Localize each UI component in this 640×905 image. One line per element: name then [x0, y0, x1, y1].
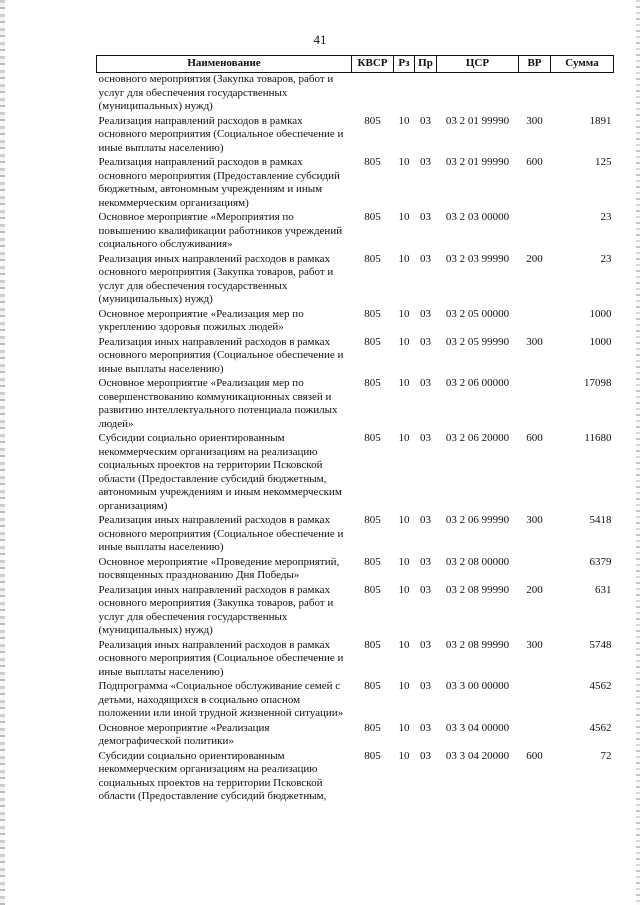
row-sum: 1891 [589, 114, 612, 127]
table-body [97, 73, 614, 805]
scan-edge-left [0, 0, 5, 905]
row-pr: 03 [420, 335, 431, 348]
row-csr: 03 2 08 99990 [445, 583, 510, 596]
row-sum: 4562 [589, 721, 612, 734]
row-rz: 10 [398, 432, 410, 444]
table-row [97, 556, 614, 584]
row-sum: 72 [600, 749, 612, 762]
table-row [97, 73, 614, 115]
row-vr [519, 377, 551, 432]
row-sum: 631 [595, 583, 612, 596]
row-sum: 1000 [589, 307, 612, 320]
table-row [97, 308, 614, 336]
row-sum: 6379 [589, 555, 612, 568]
table-row [97, 253, 614, 308]
row-sum: 11680 [584, 432, 612, 444]
row-kvsr: 805 [364, 377, 381, 389]
scan-edge-right [636, 0, 640, 905]
row-vr [519, 73, 551, 115]
row-rz: 10 [398, 721, 410, 734]
row-vr [519, 308, 551, 336]
row-rz: 10 [398, 638, 410, 651]
row-pr: 03 [420, 680, 431, 692]
row-pr: 03 [420, 514, 431, 526]
table-row [97, 211, 614, 253]
row-csr: 03 3 04 00000 [445, 721, 510, 734]
row-rz: 10 [398, 583, 410, 596]
row-name: Основное мероприятие «Реализация мер по совершенствованию коммуникационных связей и развитию интеллектуального потенциала пожилых людей» [98, 377, 338, 430]
row-kvsr: 805 [364, 156, 381, 168]
row-csr: 03 2 03 00000 [445, 211, 510, 223]
budget-table [96, 55, 614, 805]
table-row [97, 680, 614, 722]
row-kvsr: 805 [364, 680, 381, 692]
row-kvsr: 805 [364, 638, 381, 651]
row-pr: 03 [420, 156, 431, 168]
row-name: Субсидии социально ориентированным некоммерческим организациям на реализацию социальных проектов на территории Псковской области (Предоставление субсидий бюджетным, [98, 749, 327, 802]
table-row [97, 722, 614, 750]
row-sum: 1000 [589, 335, 612, 348]
row-vr: 300 [526, 114, 543, 127]
row-rz: 10 [398, 211, 410, 223]
row-rz: 10 [398, 514, 410, 526]
row-rz: 10 [398, 307, 410, 320]
row-sum [551, 73, 614, 115]
row-csr: 03 2 06 20000 [445, 432, 510, 444]
header-kvsr: КВСР [352, 56, 394, 73]
row-vr: 600 [526, 749, 543, 762]
row-vr [519, 556, 551, 584]
row-kvsr: 805 [364, 432, 381, 444]
row-vr: 300 [526, 638, 543, 651]
table-row [97, 514, 614, 556]
row-rz: 10 [398, 680, 410, 692]
row-csr: 03 2 08 99990 [445, 638, 510, 651]
header-csr: ЦСР [437, 56, 519, 73]
row-csr: 03 2 05 00000 [445, 307, 510, 320]
row-vr: 200 [526, 583, 543, 596]
row-rz [394, 73, 415, 115]
row-name: Реализация направлений расходов в рамках основного мероприятия (Предоставление субсидий бюджетным, автономным учреждениям и иным некоммерческим организациям) [98, 156, 340, 209]
row-sum: 23 [600, 211, 612, 223]
row-csr: 03 3 00 00000 [445, 680, 510, 692]
row-rz: 10 [398, 749, 410, 762]
row-vr: 600 [526, 432, 543, 444]
row-kvsr: 805 [364, 114, 381, 127]
row-pr: 03 [420, 583, 431, 596]
table-row [97, 377, 614, 432]
row-csr: 03 2 08 00000 [445, 555, 510, 568]
table-row [97, 432, 614, 514]
table-row [97, 156, 614, 211]
row-kvsr: 805 [364, 514, 381, 526]
row-rz: 10 [398, 252, 410, 265]
row-name: Субсидии социально ориентированным некоммерческим организациям на реализацию социальных проектов на территории Псковской области (Предоставление субсидий бюджетным, автономным учреждениям и иным некоммерческим организациям) [98, 432, 342, 512]
row-name: Подпрограмма «Социальное обслуживание семей с детьми, находящихся в социально опасном положении или иной трудной жизненной ситуации» [98, 680, 344, 719]
row-rz: 10 [398, 555, 410, 568]
row-pr: 03 [420, 252, 431, 265]
row-sum: 5748 [589, 638, 612, 651]
row-rz: 10 [398, 156, 410, 168]
row-sum: 23 [600, 252, 612, 265]
row-rz: 10 [398, 335, 410, 348]
row-kvsr: 805 [364, 211, 381, 223]
row-csr [437, 73, 519, 115]
header-rz: Рз [394, 56, 415, 73]
row-vr [519, 211, 551, 253]
row-csr: 03 2 05 99990 [445, 335, 510, 348]
row-name: Основное мероприятие «Реализация демографической политики» [98, 721, 270, 747]
row-name: Реализация иных направлений расходов в рамках основного мероприятия (Закупка товаров, работ и услуг для обеспечения государственных (муниципальных) нужд) [98, 583, 334, 636]
row-kvsr: 805 [364, 335, 381, 348]
row-kvsr: 805 [364, 252, 381, 265]
table-row [97, 750, 614, 805]
header-vr: ВР [519, 56, 551, 73]
row-sum: 125 [595, 156, 612, 168]
row-csr: 03 2 06 00000 [445, 377, 510, 389]
row-name: Основное мероприятие «Мероприятия по повышению квалификации работников учреждений социального обслуживания» [98, 211, 343, 250]
row-pr: 03 [420, 749, 431, 762]
row-pr: 03 [420, 307, 431, 320]
row-csr: 03 2 01 99990 [445, 156, 510, 168]
row-kvsr: 805 [364, 307, 381, 320]
header-pr: Пр [415, 56, 437, 73]
row-pr: 03 [420, 638, 431, 651]
row-name: Реализация направлений расходов в рамках основного мероприятия (Социальное обеспечение и иные выплаты населению) [98, 114, 344, 154]
page-number: 41 [313, 32, 327, 47]
row-pr: 03 [420, 432, 431, 444]
row-kvsr: 805 [364, 555, 381, 568]
header-sum: Сумма [551, 56, 614, 73]
row-csr: 03 2 01 99990 [445, 114, 510, 127]
row-name: Реализация иных направлений расходов в рамках основного мероприятия (Социальное обеспечение и иные выплаты населению) [98, 335, 344, 375]
row-vr [519, 680, 551, 722]
row-name: Реализация иных направлений расходов в рамках основного мероприятия (Социальное обеспечение и иные выплаты населению) [98, 638, 344, 678]
row-sum: 4562 [589, 680, 612, 692]
row-vr: 300 [526, 335, 543, 348]
row-csr: 03 2 03 99990 [445, 252, 510, 265]
table-row [97, 639, 614, 681]
row-pr: 03 [420, 114, 431, 127]
row-name: Реализация иных направлений расходов в рамках основного мероприятия (Социальное обеспечение и иные выплаты населению) [98, 514, 344, 553]
row-vr: 300 [526, 514, 543, 526]
row-kvsr [352, 73, 394, 115]
row-kvsr: 805 [364, 583, 381, 596]
table-row [97, 336, 614, 378]
row-pr: 03 [420, 721, 431, 734]
row-pr: 03 [420, 377, 431, 389]
row-kvsr: 805 [364, 721, 381, 734]
row-name: основного мероприятия (Закупка товаров, работ и услуг для обеспечения государственных (муниципальных) нужд) [98, 73, 334, 112]
header-name: Наименование [97, 56, 352, 73]
row-rz: 10 [398, 114, 410, 127]
row-pr: 03 [420, 555, 431, 568]
row-csr: 03 2 06 99990 [445, 514, 510, 526]
row-vr: 600 [526, 156, 543, 168]
row-pr: 03 [420, 211, 431, 223]
row-sum: 5418 [589, 514, 612, 526]
row-vr: 200 [526, 252, 543, 265]
row-kvsr: 805 [364, 749, 381, 762]
table-row [97, 115, 614, 157]
row-vr [519, 722, 551, 750]
row-pr [415, 73, 437, 115]
table-row [97, 584, 614, 639]
row-name: Основное мероприятие «Реализация мер по укреплению здоровья пожилых людей» [98, 307, 304, 333]
table-header-row [97, 56, 614, 73]
row-csr: 03 3 04 20000 [445, 749, 510, 762]
row-name: Реализация иных направлений расходов в рамках основного мероприятия (Закупка товаров, работ и услуг для обеспечения государственных (муниципальных) нужд) [98, 252, 334, 305]
row-sum: 17098 [584, 377, 612, 389]
row-name: Основное мероприятие «Проведение мероприятий, посвященных празднованию Дня Победы» [98, 555, 340, 581]
row-rz: 10 [398, 377, 410, 389]
